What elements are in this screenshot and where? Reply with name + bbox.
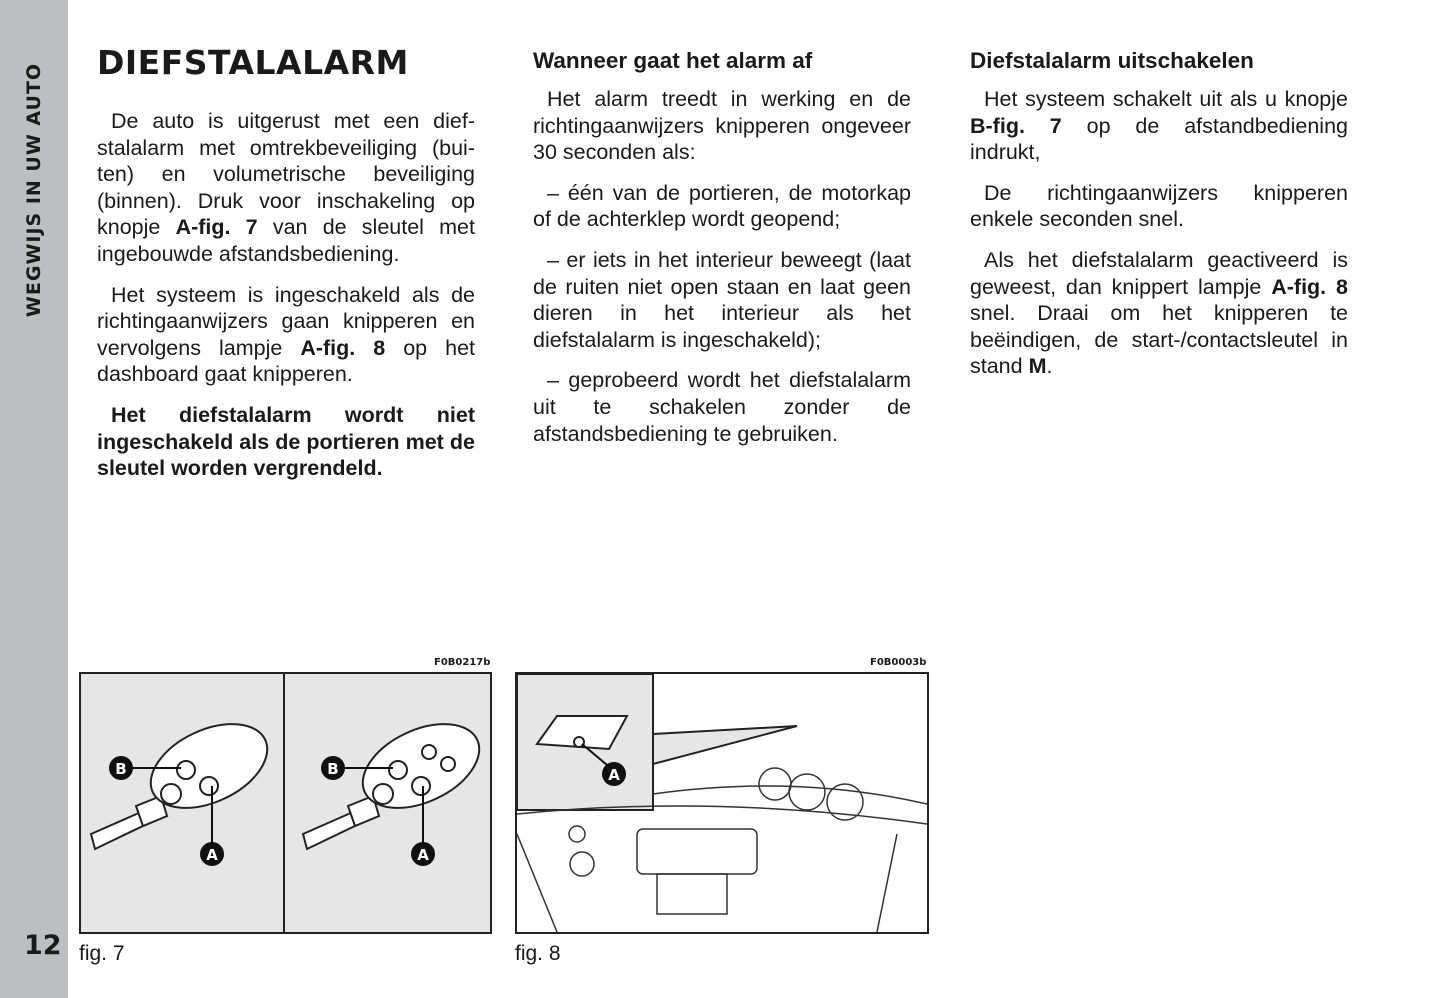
sidebar [0, 0, 68, 998]
paragraph: Als het diefstalalarm geactiveerd is geweest, dan knippert lampje A-fig. 8 snel. Draai om het knipperen te beëindigen, de start-/contactsleutel in stand M. [970, 247, 1348, 379]
section-heading: Diefstalalarm uitschakelen [970, 48, 1254, 73]
paragraph: De auto is uitgerust met een diefstalalarm met omtrekbeveiliging (buiten) en volumetrische beveiliging (binnen). Druk voor inschakeling op knopje A-fig. 7 van de sleutel met ingebouwde afstandsbediening. [97, 109, 475, 266]
section-heading: Wanneer gaat het alarm af [533, 48, 813, 73]
paragraph: De richtingaanwijzers knipperen enkele seconden snel. [970, 180, 1348, 232]
page-number: 12 [24, 930, 62, 961]
section-title: WEGWIJS IN UW AUTO [23, 62, 45, 318]
paragraph: Het systeem schakelt uit als u knopje B-fig. 7 op de afstandbediening indrukt, [970, 87, 1349, 165]
column-1 [97, 44, 475, 496]
label-a: A [206, 846, 218, 864]
label-b: B [115, 760, 127, 778]
paragraph: – er iets in het interieur beweegt (laat de ruiten niet open staan en laat geen dieren in het interieur als het diefstalalarm is ingeschakeld); [533, 247, 911, 352]
column-3 [970, 44, 1348, 394]
label-b: B [327, 760, 339, 778]
figure-caption: fig. 7 [79, 942, 125, 965]
label-a: A [417, 846, 429, 864]
key-remote-illustration [81, 674, 490, 932]
paragraph: – één van de portieren, de motorkap of de achterklep wordt geopend; [533, 180, 911, 232]
figure-7-key-remote [79, 672, 492, 934]
label-a: A [608, 766, 620, 784]
figure-code: F0B0217b [434, 657, 491, 668]
paragraph: – geprobeerd wordt het diefstalalarm uit te schakelen zonder de afstandsbediening te gebruiken. [533, 368, 911, 446]
dashboard-illustration [517, 674, 927, 932]
figure-caption: fig. 8 [515, 942, 561, 965]
figure-8-dashboard [515, 672, 929, 934]
paragraph: Het alarm treedt in werking en de richtingaanwijzers knipperen ongeveer 30 seconden als: [533, 87, 911, 165]
column-2 [533, 44, 911, 461]
warning-paragraph: Het diefstalalarm wordt niet ingeschakeld als de portieren met de sleutel worden vergrendeld. [97, 402, 475, 481]
page-title: DIEFSTALALARM [97, 43, 409, 82]
paragraph: Het systeem is ingeschakeld als de richtingaanwijzers gaan knipperen en vervolgens lampje A-fig. 8 op het dashboard gaat knipperen. [97, 282, 476, 387]
figure-code: F0B0003b [870, 657, 927, 668]
